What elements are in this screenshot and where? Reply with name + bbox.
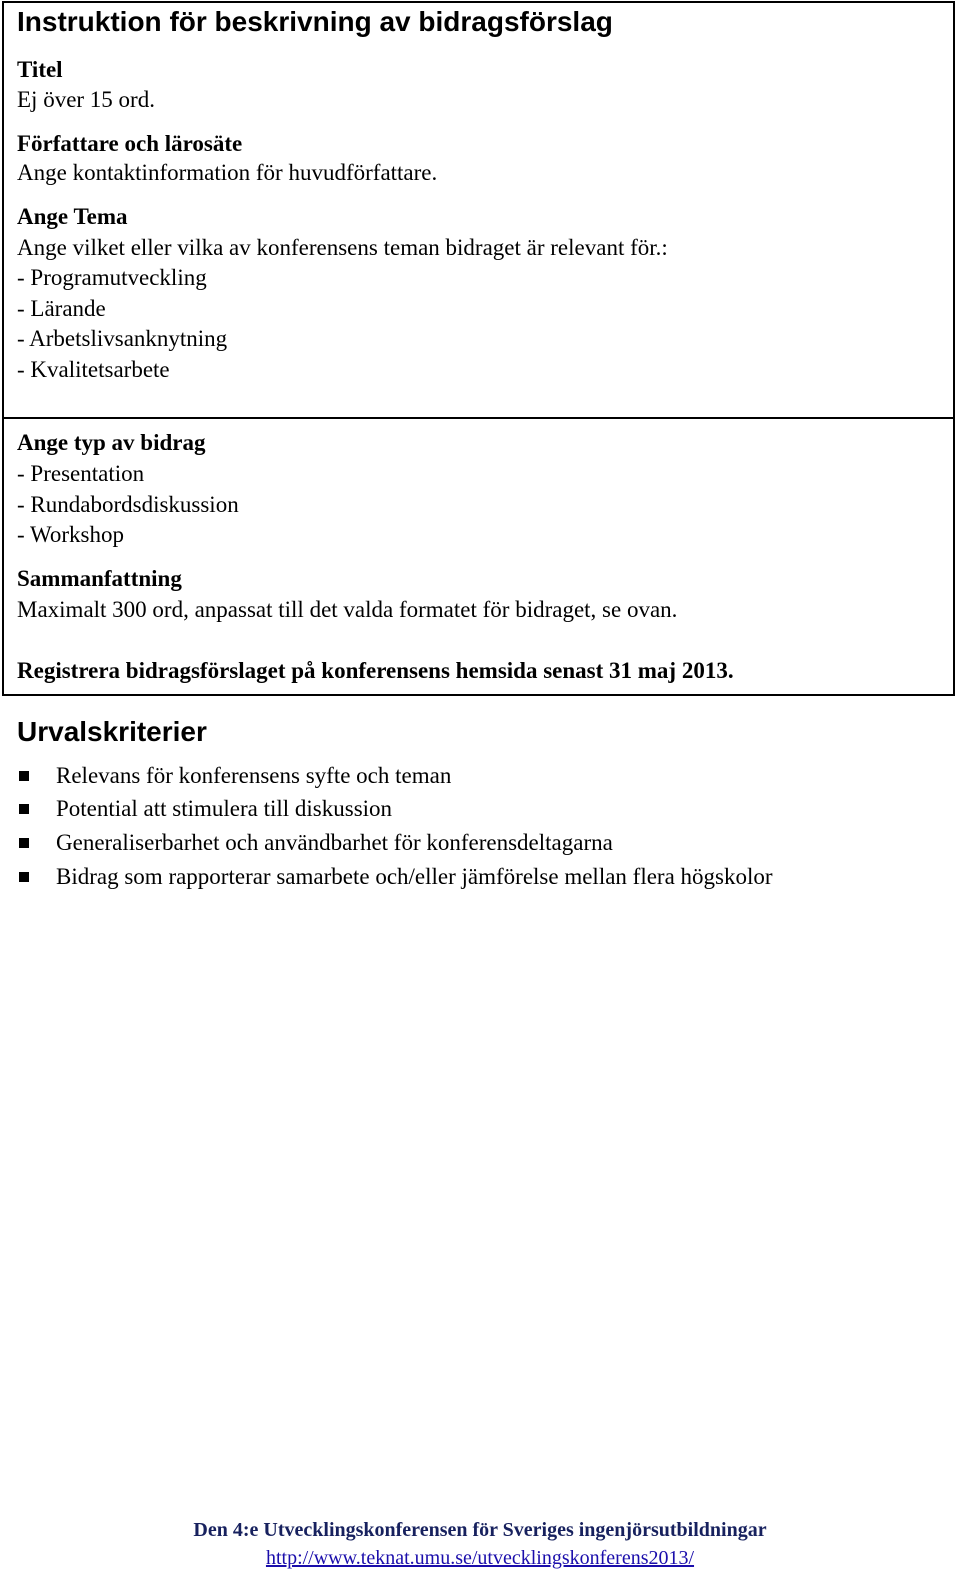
tema-text: Ange vilket eller vilka av konferensens teman bidraget är relevant för.:: [17, 235, 668, 260]
forfattare-label: Författare och lärosäte: [17, 131, 243, 156]
typ-label: Ange typ av bidrag: [17, 430, 206, 455]
sammanfattning-label: Sammanfattning: [17, 566, 182, 591]
tema-label: Ange Tema: [17, 204, 128, 229]
sammanfattning-text: Maximalt 300 ord, anpassat till det valda formatet för bidraget, se ovan.: [17, 597, 678, 622]
box-divider: [4, 417, 953, 419]
footer-title: Den 4:e Utvecklingskonferensen för Sveriges ingenjörsutbildningar: [193, 1519, 767, 1541]
instruction-heading: Instruktion för beskrivning av bidragsförslag: [17, 6, 613, 37]
square-bullet-icon: [19, 771, 29, 781]
deadline-notice: Registrera bidragsförslaget på konferensens hemsida senast 31 maj 2013.: [17, 658, 734, 683]
titel-text: Ej över 15 ord.: [17, 87, 155, 112]
typ-item: - Rundabordsdiskussion: [17, 492, 239, 517]
tema-item: - Lärande: [17, 296, 106, 321]
forfattare-text: Ange kontaktinformation för huvudförfattare.: [17, 160, 438, 185]
footer-link[interactable]: http://www.teknat.umu.se/utvecklingskonferens2013/: [265, 1547, 695, 1569]
titel-label: Titel: [17, 57, 63, 82]
criteria-item: [17, 828, 613, 858]
tema-item: - Programutveckling: [17, 265, 207, 290]
criteria-item-text: Potential att stimulera till diskussion: [56, 796, 393, 821]
tema-item: - Arbetslivsanknytning: [17, 326, 228, 351]
criteria-heading: Urvalskriterier: [17, 716, 207, 747]
criteria-item: [17, 862, 773, 892]
criteria-item-text: Generaliserbarhet och användbarhet för konferensdeltagarna: [56, 830, 613, 855]
criteria-item-text: Bidrag som rapporterar samarbete och/eller jämförelse mellan flera högskolor: [56, 864, 773, 889]
square-bullet-icon: [19, 838, 29, 848]
typ-item: - Presentation: [17, 461, 145, 486]
criteria-item: [17, 794, 392, 824]
tema-item: - Kvalitetsarbete: [17, 357, 170, 382]
criteria-item-text: Relevans för konferensens syfte och teman: [56, 763, 452, 788]
square-bullet-icon: [19, 872, 29, 882]
typ-item: - Workshop: [17, 522, 124, 547]
criteria-item: [17, 761, 451, 791]
square-bullet-icon: [19, 804, 29, 814]
